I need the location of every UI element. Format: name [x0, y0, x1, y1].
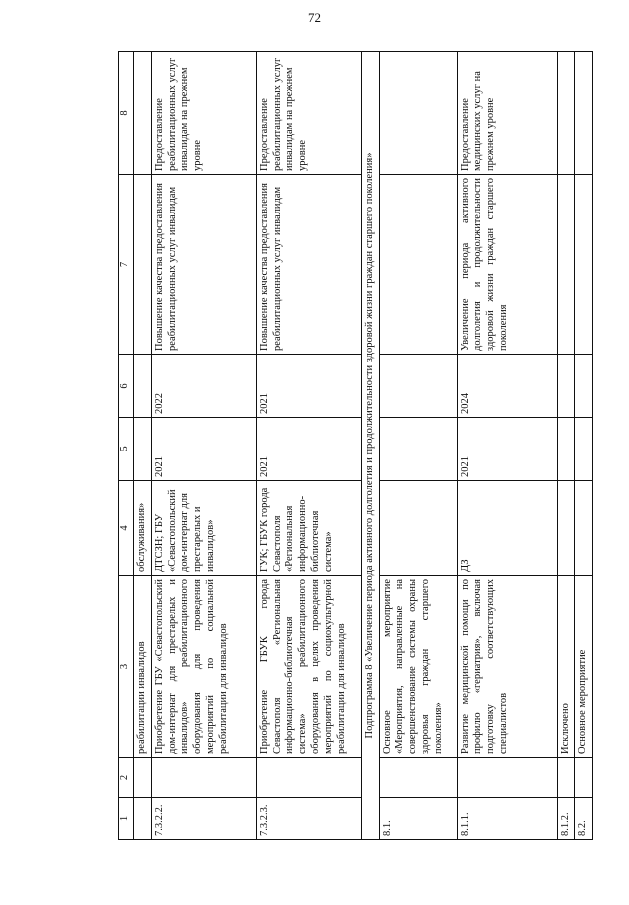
table-cell: ГУК; ГБУК города Севастополя «Региональная информационно-библиотечная система» [256, 481, 361, 576]
subprogram-title: Подпрограмма 8 «Увеличение периода активного долголетия и продолжительности здоровой жизни граждан старшего поколения» [361, 52, 379, 840]
header-cell: 4 [119, 481, 134, 576]
table-cell [379, 481, 457, 576]
table-cell [575, 175, 593, 355]
page-number: 72 [308, 10, 321, 25]
table-cell: 7.3.2.3. [256, 798, 361, 840]
table-cell: 2024 [457, 355, 557, 418]
table-cell: Развитие медицинской помощи по профилю «гериатрия», включая подготовку соответствующих специалистов [457, 576, 557, 758]
table-cell: Предоставление реабилитационных услуг инвалидам на прежнем уровне [151, 52, 256, 175]
table-cell: 2021 [151, 418, 256, 481]
table-row [575, 52, 593, 840]
table-cell: ДТСЗН; ГБУ «Севастопольский дом-интернат для престарелых и инвалидов» [151, 481, 256, 576]
table-cell: обслуживания» [134, 481, 152, 576]
table-row [457, 52, 557, 840]
table-cell [557, 175, 575, 355]
table-cell: ДЗ [457, 481, 557, 576]
header-cell: 7 [119, 175, 134, 355]
header-cell: 1 [119, 798, 134, 840]
table-row [151, 52, 256, 840]
table-cell: Предоставление реабилитационных услуг инвалидам на прежнем уровне [256, 52, 361, 175]
continuation-row [134, 52, 152, 840]
table-cell: Увеличение периода активного долголетия и продолжительности здоровой жизни граждан старшего поколения [457, 175, 557, 355]
table-cell: Предоставление медицинских услуг на прежнем уровне [457, 52, 557, 175]
header-cell: 6 [119, 355, 134, 418]
table-cell [457, 758, 557, 798]
table-cell [557, 355, 575, 418]
table-cell [379, 355, 457, 418]
table-cell: Приобретение ГБУК города Севастополя «Региональная информационно-библиотечная система» реабилитационного оборудования в целях проведения мероприятий по социокультурной реабилитации для инвалидов [256, 576, 361, 758]
table-cell [379, 418, 457, 481]
table-cell [557, 758, 575, 798]
table-cell: Основное мероприятие «Мероприятия, направленные на совершенствование системы охраны здоровья граждан старшего поколения» [379, 576, 457, 758]
table-cell [575, 758, 593, 798]
table-cell: 8.1. [379, 798, 457, 840]
table-cell: Повышение качества предоставления реабилитационных услуг инвалидам [151, 175, 256, 355]
table-cell [151, 758, 256, 798]
table-cell: Повышение качества предоставления реабилитационных услуг инвалидам [256, 175, 361, 355]
table-cell: 8.1.2. [557, 798, 575, 840]
header-cell: 3 [119, 576, 134, 758]
subprogram-row [361, 52, 379, 840]
table-row [256, 52, 361, 840]
table-cell [557, 52, 575, 175]
table-cell [557, 481, 575, 576]
table-cell: 7.3.2.2. [151, 798, 256, 840]
table-cell: Основное мероприятие [575, 576, 593, 758]
table-cell [379, 175, 457, 355]
table-cell [575, 355, 593, 418]
table-cell [575, 52, 593, 175]
table-cell: 2021 [457, 418, 557, 481]
table-cell [575, 481, 593, 576]
table-cell: 2022 [151, 355, 256, 418]
table-cell: реабилитации инвалидов [134, 576, 152, 758]
program-table [118, 51, 593, 840]
table-cell [256, 758, 361, 798]
table-row [557, 52, 575, 840]
table-cell: 2021 [256, 355, 361, 418]
table-cell: 2021 [256, 418, 361, 481]
header-cell: 2 [119, 758, 134, 798]
table-cell: 8.2. [575, 798, 593, 840]
table-row [379, 52, 457, 840]
header-row [119, 52, 134, 840]
header-cell: 8 [119, 52, 134, 175]
table-cell: 8.1.1. [457, 798, 557, 840]
rotated-table-wrapper [118, 52, 598, 840]
table-cell: Приобретение ГБУ «Севастопольский дом-интернат для престарелых и инвалидов» реабилитационного оборудования для проведения мероприятий по социальной реабилитации для инвалидов [151, 576, 256, 758]
header-cell: 5 [119, 418, 134, 481]
table-cell [557, 418, 575, 481]
table-cell: Исключено [557, 576, 575, 758]
table-cell [379, 758, 457, 798]
table-cell [379, 52, 457, 175]
table-cell [575, 418, 593, 481]
